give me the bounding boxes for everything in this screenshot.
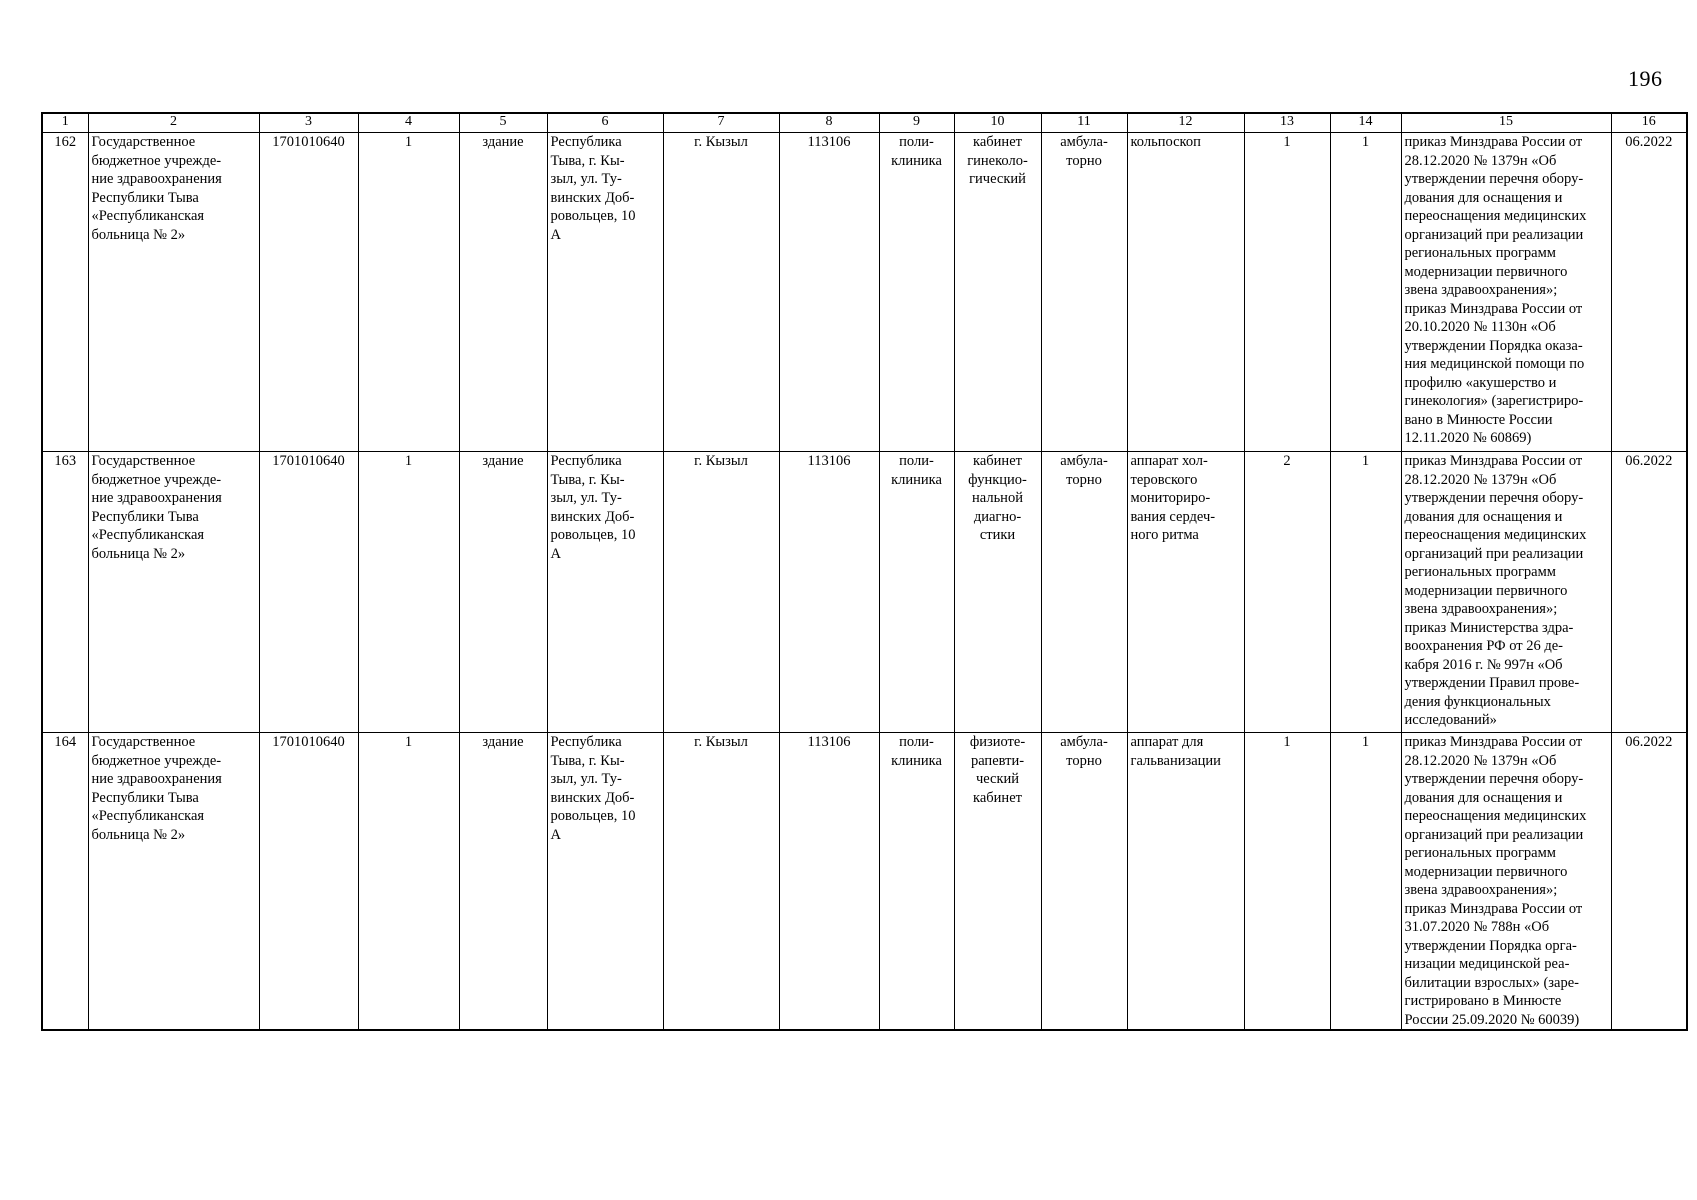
- column-header: 6: [547, 113, 663, 133]
- care-conditions: амбула- торно: [1060, 453, 1108, 488]
- organization-name: Государственное бюджетное учрежде- ние здравоохранения Республики Тыва «Республиканская больница № 2»: [91, 453, 222, 562]
- column-header: 7: [663, 113, 779, 133]
- column-header: 11: [1041, 113, 1127, 133]
- column-header: 16: [1611, 113, 1687, 133]
- deadline-date: 06.2022: [1625, 734, 1673, 750]
- legal-basis: приказ Минздрава России от 28.12.2020 № 1379н «Об утверждении перечня обору- дования для оснащения и переоснащения медицинских организаций при реализации региональных программ модернизации первичного звена здравоохранения»; приказ Минздрава России от 20.10.2020 № 1130н «Об утверждении Порядка оказа- ния медицинской помощи по профилю «акушерство и гинекология» (зарегистриро- вано в Минюсте России 12.11.2020 № 60869): [1404, 134, 1587, 446]
- inn-code: 1701010640: [272, 453, 345, 469]
- address: Республика Тыва, г. Кы- зыл, ул. Ту- винских Доб- ровольцев, 10 А: [550, 134, 636, 243]
- inn-code: 1701010640: [272, 134, 345, 150]
- registry-table: [41, 112, 1688, 1031]
- table-row: [42, 733, 1687, 1031]
- care-conditions: амбула- торно: [1060, 734, 1108, 769]
- equipment-name: кольпоскоп: [1130, 134, 1201, 150]
- column-header: 2: [88, 113, 259, 133]
- column-13-value: 1: [1283, 734, 1291, 750]
- page-number: 196: [1628, 66, 1663, 91]
- object-type: здание: [482, 734, 524, 750]
- facility-type: поли- клиника: [891, 734, 942, 769]
- column-14-value: 1: [1361, 734, 1370, 750]
- territory-code: 113106: [807, 734, 851, 750]
- city: г. Кызыл: [694, 734, 748, 750]
- address: Республика Тыва, г. Кы- зыл, ул. Ту- винских Доб- ровольцев, 10 А: [550, 734, 636, 843]
- column-header: 13: [1244, 113, 1330, 133]
- city: г. Кызыл: [694, 453, 748, 469]
- facility-type: поли- клиника: [891, 453, 942, 488]
- deadline-date: 06.2022: [1625, 453, 1673, 469]
- facility-type: поли- клиника: [891, 134, 942, 169]
- care-conditions: амбула- торно: [1060, 134, 1108, 169]
- organization-name: Государственное бюджетное учрежде- ние здравоохранения Республики Тыва «Республиканская больница № 2»: [91, 134, 222, 243]
- city: г. Кызыл: [694, 134, 748, 150]
- column-header: 5: [459, 113, 547, 133]
- equipment-name: аппарат хол- теровского мониториро- вания сердеч- ного ритма: [1130, 453, 1216, 543]
- quantity: 1: [404, 734, 413, 750]
- room-name: физиоте- рапевти- ческий кабинет: [969, 734, 1026, 806]
- territory-code: 113106: [807, 134, 851, 150]
- inn-code: 1701010640: [272, 734, 345, 750]
- column-number-header: [42, 113, 1687, 133]
- address: Республика Тыва, г. Кы- зыл, ул. Ту- винских Доб- ровольцев, 10 А: [550, 453, 636, 562]
- row-number: 164: [54, 734, 77, 750]
- column-13-value: 2: [1283, 453, 1291, 469]
- column-header: 8: [779, 113, 879, 133]
- deadline-date: 06.2022: [1625, 134, 1673, 150]
- table-row: [42, 133, 1687, 452]
- table-row: [42, 452, 1687, 733]
- quantity: 1: [404, 134, 413, 150]
- column-14-value: 1: [1361, 134, 1370, 150]
- object-type: здание: [482, 134, 524, 150]
- column-header: 4: [358, 113, 459, 133]
- column-header: 10: [954, 113, 1041, 133]
- column-header: 1: [42, 113, 88, 133]
- column-header: 9: [879, 113, 954, 133]
- legal-basis: приказ Минздрава России от 28.12.2020 № 1379н «Об утверждении перечня обору- дования для оснащения и переоснащения медицинских организаций при реализации региональных программ модернизации первичного звена здравоохранения»; приказ Минздрава России от 31.07.2020 № 788н «Об утверждении Порядка орга- низации медицинской реа- билитации взрослых» (заре- гистрировано в Минюсте России 25.09.2020 № 60039): [1404, 734, 1587, 1028]
- territory-code: 113106: [807, 453, 851, 469]
- row-number: 162: [54, 134, 77, 150]
- organization-name: Государственное бюджетное учрежде- ние здравоохранения Республики Тыва «Республиканская больница № 2»: [91, 734, 222, 843]
- room-name: кабинет функцио- нальной диагно- стики: [968, 453, 1027, 543]
- legal-basis: приказ Минздрава России от 28.12.2020 № 1379н «Об утверждении перечня обору- дования для оснащения и переоснащения медицинских организаций при реализации региональных программ модернизации первичного звена здравоохранения»; приказ Министерства здра- воохранения РФ от 26 де- кабря 2016 г. № 997н «Об утверждении Правил прове- дения функциональных исследований»: [1404, 453, 1587, 728]
- column-14-value: 1: [1361, 453, 1370, 469]
- row-number: 163: [54, 453, 77, 469]
- equipment-name: аппарат для гальванизации: [1130, 734, 1221, 769]
- column-header: 15: [1401, 113, 1611, 133]
- quantity: 1: [404, 453, 413, 469]
- column-13-value: 1: [1283, 134, 1291, 150]
- room-name: кабинет гинеколо- гический: [967, 134, 1028, 187]
- object-type: здание: [482, 453, 524, 469]
- column-header: 14: [1330, 113, 1401, 133]
- column-header: 3: [259, 113, 358, 133]
- column-header: 12: [1127, 113, 1244, 133]
